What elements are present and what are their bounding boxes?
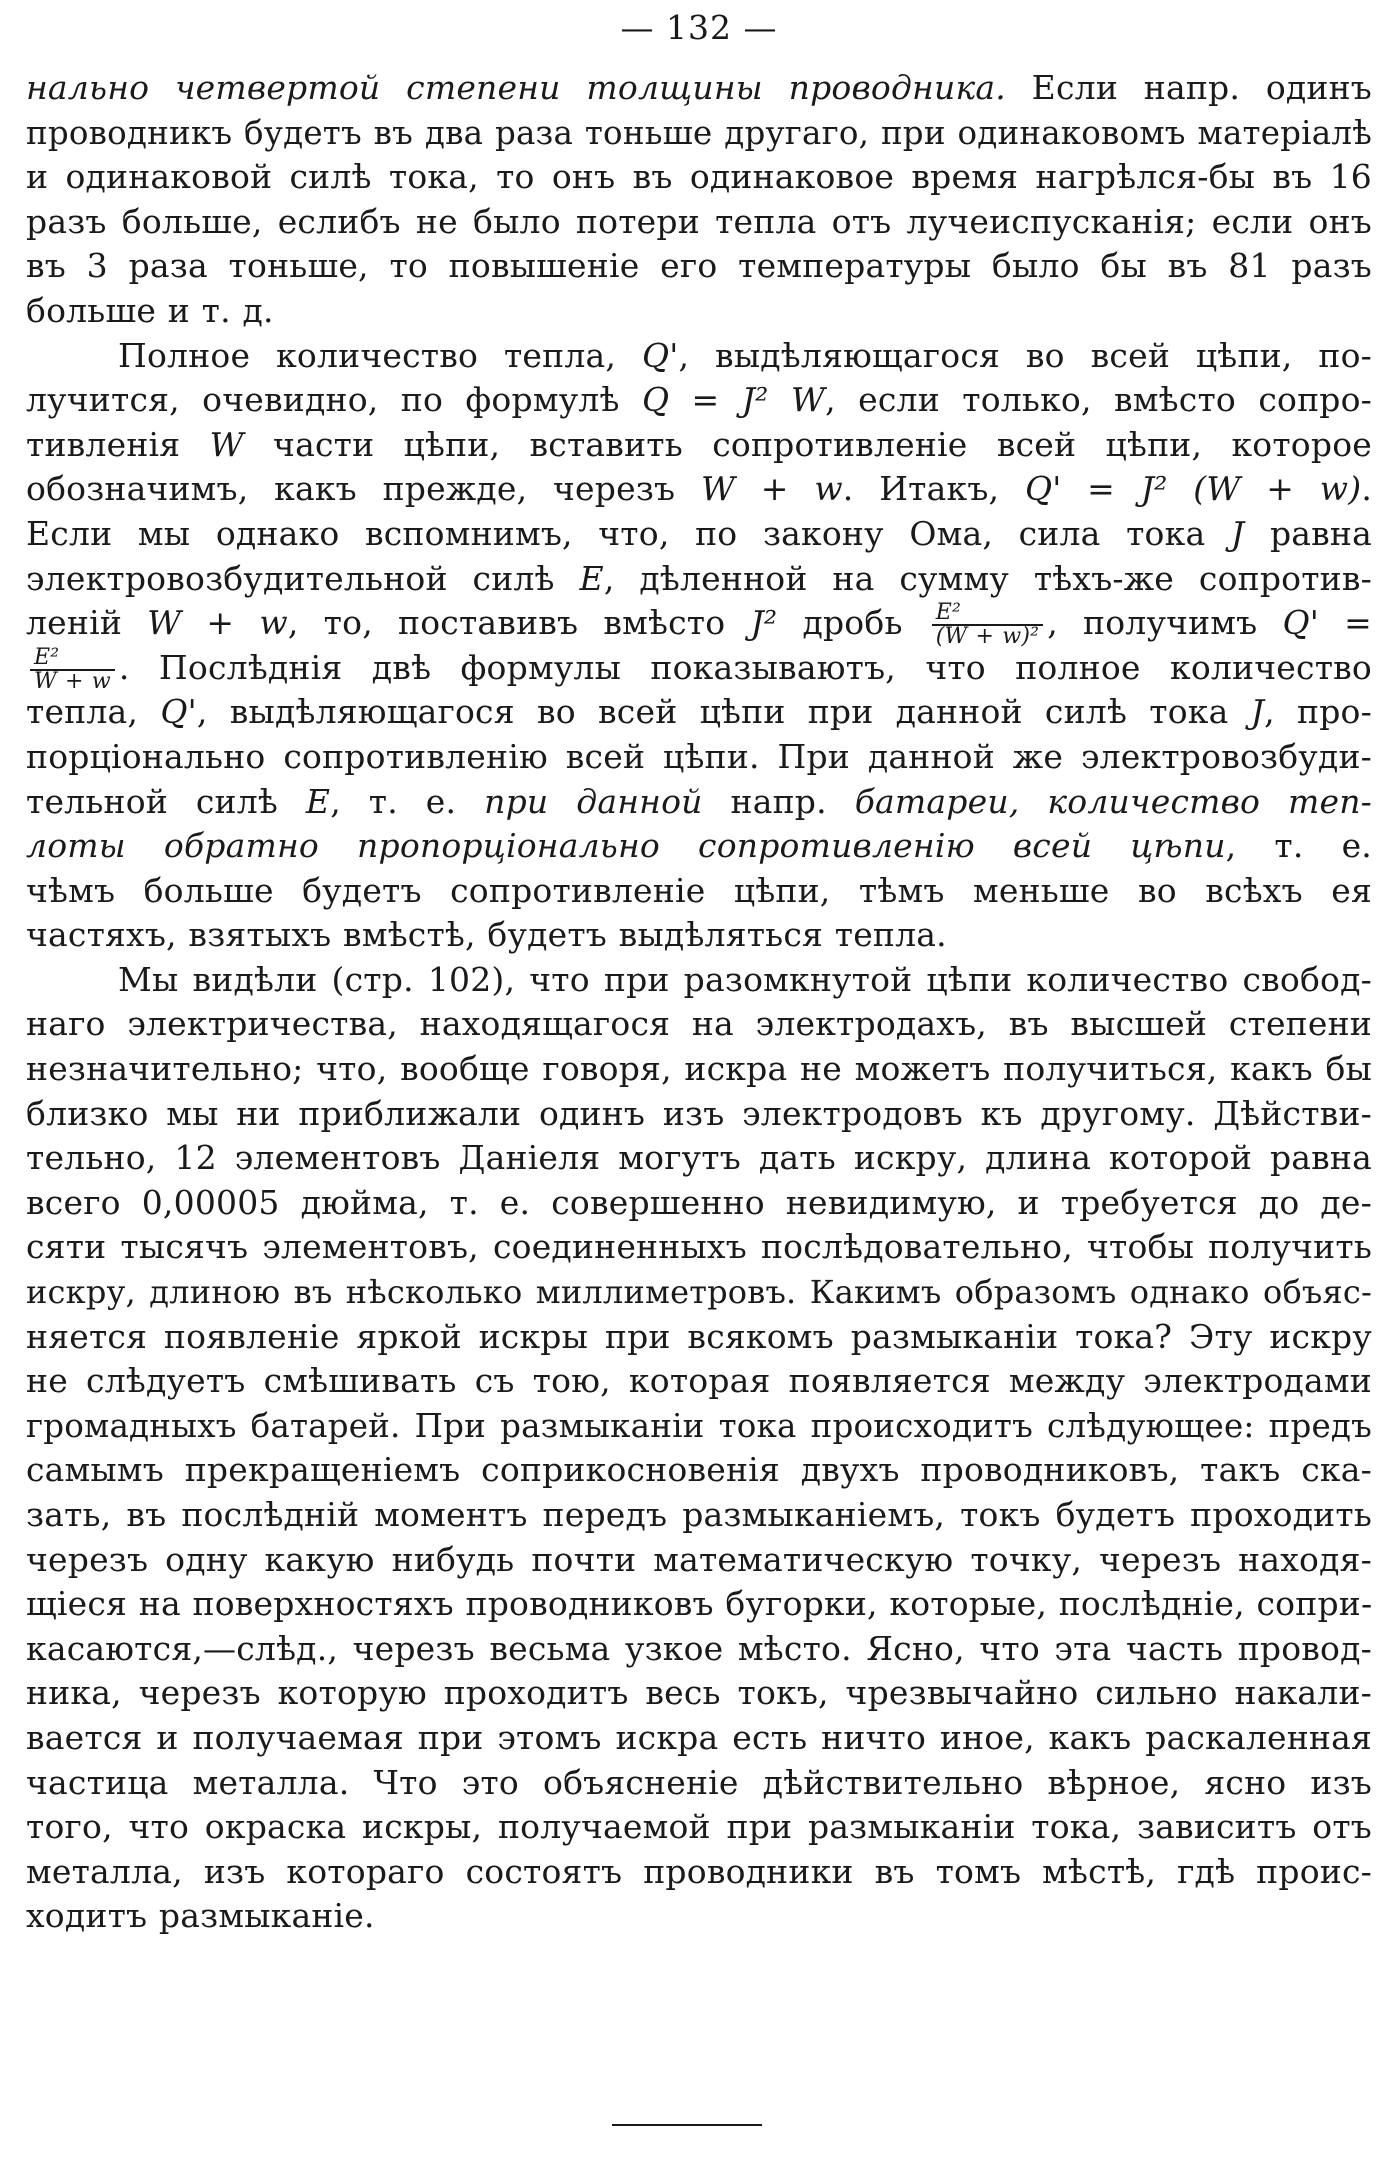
text-line bbox=[26, 1493, 1372, 1538]
text-line bbox=[26, 378, 1372, 423]
text-line bbox=[26, 1359, 1372, 1404]
fraction bbox=[30, 644, 115, 694]
end-rule bbox=[612, 2124, 762, 2126]
italic-text: W + w bbox=[700, 469, 843, 509]
italic-text: W + w bbox=[147, 603, 288, 643]
text-line bbox=[26, 1047, 1372, 1092]
line-text: проводникъ будетъ въ два раза тоньше другаго, при одинаковомъ матеріалѣ bbox=[26, 113, 1372, 152]
text-line bbox=[26, 200, 1372, 245]
text-line bbox=[26, 1136, 1372, 1181]
line-text: разъ больше, еслибъ не было потери тепла отъ лучеиспусканія; если онъ bbox=[26, 201, 1372, 241]
line-text: самымъ прекращеніемъ соприкосновенія двухъ проводниковъ, такъ ска- bbox=[26, 1450, 1372, 1490]
line-text: наго электричества, находящагося на электродахъ, въ высшей степени bbox=[26, 1004, 1372, 1044]
text-line bbox=[26, 869, 1372, 914]
line-text: , выдѣляющагося во всей цѣпи, по- bbox=[678, 335, 1372, 375]
line-text: Если мы однако вспомнимъ, что, по закону Ома, сила тока bbox=[26, 513, 1231, 553]
text-line bbox=[26, 512, 1372, 557]
text-line bbox=[26, 1270, 1372, 1315]
line-text: ходитъ размыканіе. bbox=[26, 1896, 375, 1936]
line-text: и одинаковой силѣ тока, то онъ въ одинаковое время нагрѣлся-бы въ 16 bbox=[26, 157, 1372, 197]
italic-text: J² bbox=[750, 603, 778, 643]
text-line bbox=[26, 1092, 1372, 1137]
text-line bbox=[26, 423, 1372, 468]
italic-text: нально четвертой степени толщины проводника. bbox=[26, 68, 1006, 107]
line-text: . Итакъ, bbox=[842, 469, 1025, 509]
line-text: обозначимъ, какъ прежде, черезъ bbox=[26, 469, 701, 509]
text-line bbox=[26, 1225, 1372, 1270]
line-text: равна bbox=[1244, 513, 1372, 553]
text-line bbox=[26, 467, 1372, 512]
text-line bbox=[26, 1761, 1372, 1806]
line-text: ника, черезъ которую проходитъ весь токъ, чрезвычайно сильно накали- bbox=[26, 1673, 1372, 1713]
text-line bbox=[26, 644, 1372, 694]
line-text: части цѣпи, вставить сопротивленіе всей цѣпи, которое bbox=[243, 424, 1372, 464]
line-text: касаются,—слѣд., черезъ весьма узкое мѣсто. Ясно, что эта часть провод- bbox=[26, 1628, 1372, 1668]
italic-text: J bbox=[1230, 513, 1245, 553]
text-line bbox=[26, 780, 1372, 825]
line-text: , т. е. bbox=[330, 781, 485, 821]
line-text: щіеся на поверхностяхъ проводниковъ бугорки, которые, послѣдніе, сопри- bbox=[26, 1584, 1373, 1624]
line-text: близко мы ни приближали одинъ изъ электродовъ къ другому. Дѣйстви- bbox=[26, 1093, 1372, 1133]
text-line bbox=[26, 1850, 1372, 1895]
text-line bbox=[26, 1315, 1372, 1360]
italic-text: J bbox=[1250, 692, 1265, 732]
line-text: Полное количество тепла, bbox=[118, 335, 642, 375]
text-line bbox=[26, 735, 1372, 780]
fraction-numerator: E² bbox=[935, 600, 962, 626]
text-line bbox=[26, 1716, 1372, 1761]
book-page bbox=[26, 0, 1372, 2160]
line-text: , дѣленной на сумму тѣхъ-же сопротив- bbox=[603, 558, 1373, 598]
text-line bbox=[26, 1671, 1372, 1716]
line-text: чѣмъ больше будетъ сопротивленіе цѣпи, тѣмъ меньше во всѣхъ ея bbox=[26, 870, 1372, 910]
line-text: тивленія bbox=[26, 424, 210, 464]
line-text: . Послѣднія двѣ формулы показываютъ, что полное количество bbox=[118, 647, 1372, 687]
body-text bbox=[26, 66, 1372, 1939]
text-line bbox=[26, 557, 1372, 602]
text-line bbox=[26, 600, 1372, 650]
line-text: , если только, вмѣсто сопро- bbox=[825, 380, 1373, 420]
line-text: всего 0,00005 дюйма, т. е. совершенно невидимую, и требуется до де- bbox=[26, 1182, 1372, 1222]
line-text: незначительно; что, вообще говоря, искра не можетъ получиться, какъ бы bbox=[26, 1049, 1372, 1089]
text-line bbox=[26, 66, 1372, 111]
line-text: металла, изъ котораго состоятъ проводники въ томъ мѣстѣ, гдѣ проис- bbox=[26, 1851, 1372, 1891]
line-text: дробь bbox=[777, 603, 928, 643]
text-line bbox=[26, 244, 1372, 289]
line-text: не слѣдуетъ смѣшивать съ тою, которая появляется между электродами bbox=[26, 1361, 1372, 1401]
line-text: больше и т. д. bbox=[26, 290, 274, 330]
line-text: Мы видѣли (стр. 102), что при разомкнутой цѣпи количество свобод- bbox=[118, 959, 1372, 999]
line-text: электровозбудительной силѣ bbox=[26, 558, 580, 598]
fraction-numerator: E² bbox=[34, 644, 60, 670]
line-text: . bbox=[1361, 469, 1373, 509]
text-line bbox=[26, 913, 1372, 958]
line-text: тельной силѣ bbox=[26, 781, 306, 821]
line-text: , т. е. bbox=[1225, 826, 1372, 866]
line-text: въ 3 раза тоньше, то повышеніе его температуры было бы въ 81 разъ bbox=[26, 246, 1372, 286]
italic-text: батареи, количество теп- bbox=[854, 781, 1373, 821]
text-line bbox=[26, 334, 1372, 379]
line-text: напр. bbox=[702, 781, 855, 821]
italic-text: Q' bbox=[641, 335, 679, 375]
text-line bbox=[26, 1627, 1372, 1672]
line-text: , про- bbox=[1264, 692, 1372, 732]
line-text: , то, поставивъ вмѣсто bbox=[287, 603, 751, 643]
line-text: , получимъ bbox=[1047, 603, 1283, 643]
line-text: лучится, очевидно, по формулѣ bbox=[26, 380, 642, 420]
text-line bbox=[26, 1404, 1372, 1449]
page-number: — 132 — bbox=[620, 8, 778, 47]
line-text: черезъ одну какую нибудь почти математическую точку, черезъ находя- bbox=[26, 1539, 1372, 1579]
fraction bbox=[932, 602, 1043, 648]
line-text: , выдѣляющагося во всей цѣпи при данной силѣ тока bbox=[196, 692, 1251, 732]
italic-text: Q = J² W bbox=[641, 380, 826, 420]
text-line bbox=[26, 1002, 1372, 1047]
text-line bbox=[26, 824, 1372, 869]
italic-text: Q' = bbox=[1282, 603, 1372, 643]
text-line bbox=[26, 111, 1372, 156]
line-text: сяти тысячъ элементовъ, соединенныхъ послѣдовательно, чтобы получить bbox=[26, 1227, 1372, 1267]
italic-text: W bbox=[209, 424, 244, 464]
italic-text: E bbox=[305, 781, 331, 821]
italic-text: Q' = J² (W + w) bbox=[1024, 469, 1362, 509]
line-text: частяхъ, взятыхъ вмѣстѣ, будетъ выдѣляться тепла. bbox=[26, 915, 947, 955]
line-text: искру, длиною въ нѣсколько миллиметровъ. Какимъ образомъ однако объяс- bbox=[26, 1273, 1372, 1312]
text-line bbox=[26, 1582, 1372, 1627]
line-text: тепла, bbox=[26, 692, 161, 732]
text-line bbox=[26, 1538, 1372, 1583]
line-text: частица металла. Что это объясненіе дѣйствительно вѣрное, ясно изъ bbox=[26, 1762, 1372, 1802]
line-text: тельно, 12 элементовъ Даніеля могутъ дать искру, длина которой равна bbox=[26, 1138, 1372, 1178]
italic-text: E bbox=[579, 558, 604, 598]
text-line bbox=[26, 1805, 1372, 1850]
line-text: громадныхъ батарей. При размыканіи тока происходитъ слѣдующее: предъ bbox=[26, 1406, 1372, 1445]
line-text: вается и получаемая при этомъ искра есть ничто иное, какъ раскаленная bbox=[26, 1717, 1372, 1757]
fraction-denominator: (W + w)² bbox=[932, 624, 1043, 648]
text-line bbox=[26, 1448, 1372, 1493]
italic-text: Q' bbox=[160, 692, 197, 732]
line-text: няется появленіе яркой искры при всякомъ размыканіи тока? Эту искру bbox=[26, 1316, 1372, 1356]
text-line bbox=[26, 690, 1372, 735]
line-text: зать, въ послѣдній моментъ передъ размыканіемъ, токъ будетъ проходить bbox=[26, 1495, 1372, 1534]
fraction-denominator: W + w bbox=[30, 669, 115, 693]
text-line bbox=[26, 958, 1372, 1003]
italic-text: при данной bbox=[484, 781, 703, 821]
text-line bbox=[26, 155, 1372, 200]
line-text: леній bbox=[26, 603, 148, 643]
text-line bbox=[26, 1894, 1372, 1939]
italic-text: лоты обратно пропорціонально сопротивленію всей цѣпи bbox=[26, 826, 1226, 866]
text-line bbox=[26, 1181, 1372, 1226]
line-text: того, что окраска искры, получаемой при размыканіи тока, зависитъ отъ bbox=[26, 1807, 1372, 1847]
line-text: Если напр. одинъ bbox=[1005, 68, 1372, 107]
text-line bbox=[26, 289, 1372, 334]
line-text: порціонально сопротивленію всей цѣпи. При данной же электровозбуди- bbox=[26, 736, 1372, 776]
